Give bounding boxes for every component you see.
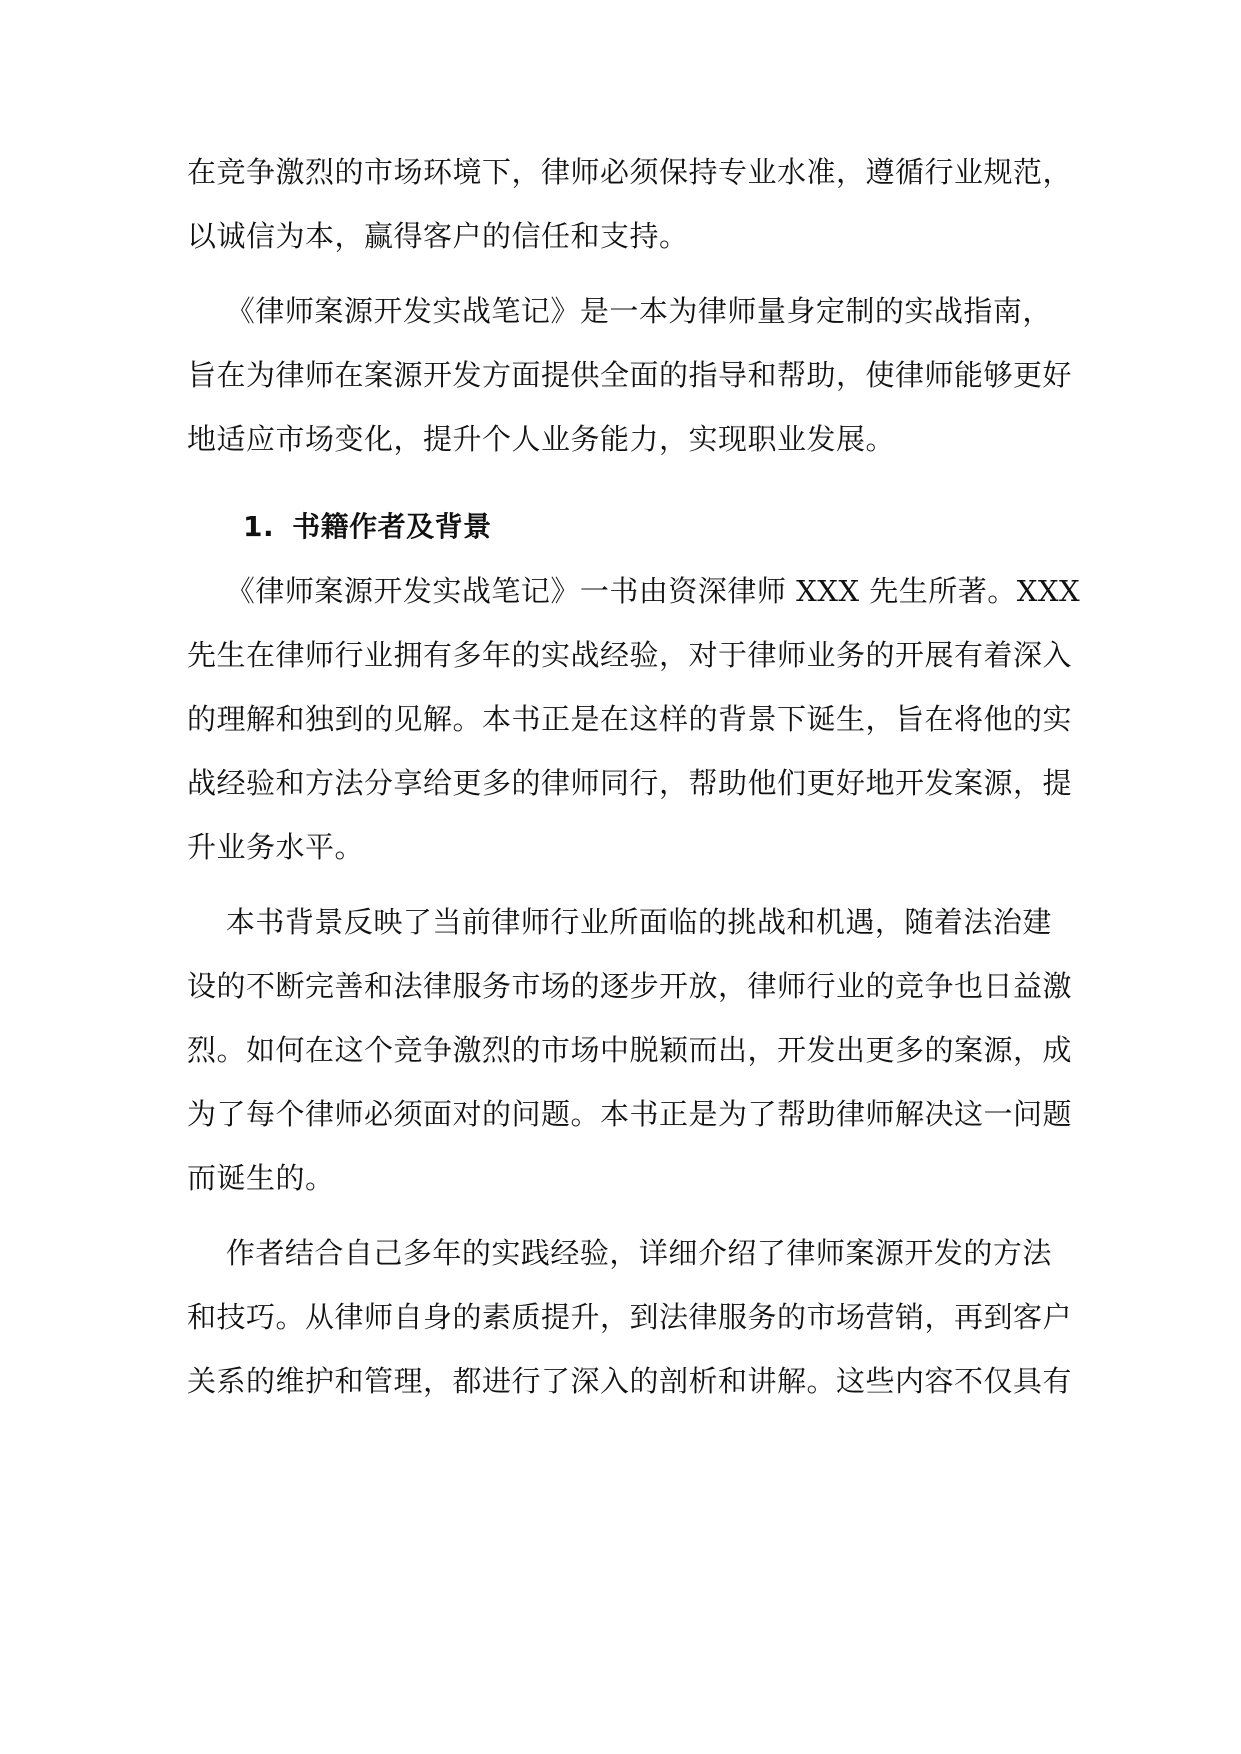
paragraph — [187, 279, 1073, 471]
text-line: 而诞生的。 — [187, 1161, 335, 1195]
text-line: 旨在为律师在案源开发方面提供全面的指导和帮助，使律师能够更好 — [187, 358, 1073, 392]
paragraph — [187, 140, 1073, 268]
text-line: 本书背景反映了当前律师行业所面临的挑战和机遇，随着法治建 — [187, 905, 1052, 939]
text-line: 先生在律师行业拥有多年的实战经验，对于律师业务的开展有着深入 — [187, 638, 1073, 672]
paragraph — [187, 559, 1081, 879]
text-line: 以诚信为本，赢得客户的信任和支持。 — [187, 219, 689, 253]
paragraph — [187, 890, 1073, 1210]
text-line: 在竞争激烈的市场环境下，律师必须保持专业水准，遵循行业规范， — [187, 155, 1073, 189]
document-body — [187, 140, 1081, 1413]
text-line: 地适应市场变化，提升个人业务能力，实现职业发展。 — [187, 422, 896, 456]
text-line: 战经验和方法分享给更多的律师同行，帮助他们更好地开发案源，提 — [187, 766, 1073, 800]
section-title: 书籍作者及背景 — [292, 510, 492, 543]
section-number: 1. — [243, 510, 275, 543]
text-line: 设的不断完善和法律服务市场的逐步开放，律师行业的竞争也日益激 — [187, 969, 1073, 1003]
text-line: 和技巧。从律师自身的素质提升，到法律服务的市场营销，再到客户 — [187, 1300, 1073, 1334]
text-line: 关系的维护和管理，都进行了深入的剖析和讲解。这些内容不仅具有 — [187, 1364, 1073, 1398]
text-line: 《律师案源开发实战笔记》是一本为律师量身定制的实战指南， — [187, 294, 1052, 328]
text-line: 为了每个律师必须面对的问题。本书正是为了帮助律师解决这一问题 — [187, 1097, 1073, 1131]
text-line: 《律师案源开发实战笔记》一书由资深律师 XXX 先生所著。XXX — [187, 574, 1081, 608]
text-line: 升业务水平。 — [187, 830, 365, 864]
text-line: 烈。如何在这个竞争激烈的市场中脱颖而出，开发出更多的案源，成 — [187, 1033, 1073, 1067]
text-line: 作者结合自己多年的实践经验，详细介绍了律师案源开发的方法 — [187, 1236, 1052, 1270]
text-line: 的理解和独到的见解。本书正是在这样的背景下诞生，旨在将他的实 — [187, 702, 1073, 736]
paragraph — [187, 1221, 1073, 1413]
section-heading — [187, 495, 1057, 559]
